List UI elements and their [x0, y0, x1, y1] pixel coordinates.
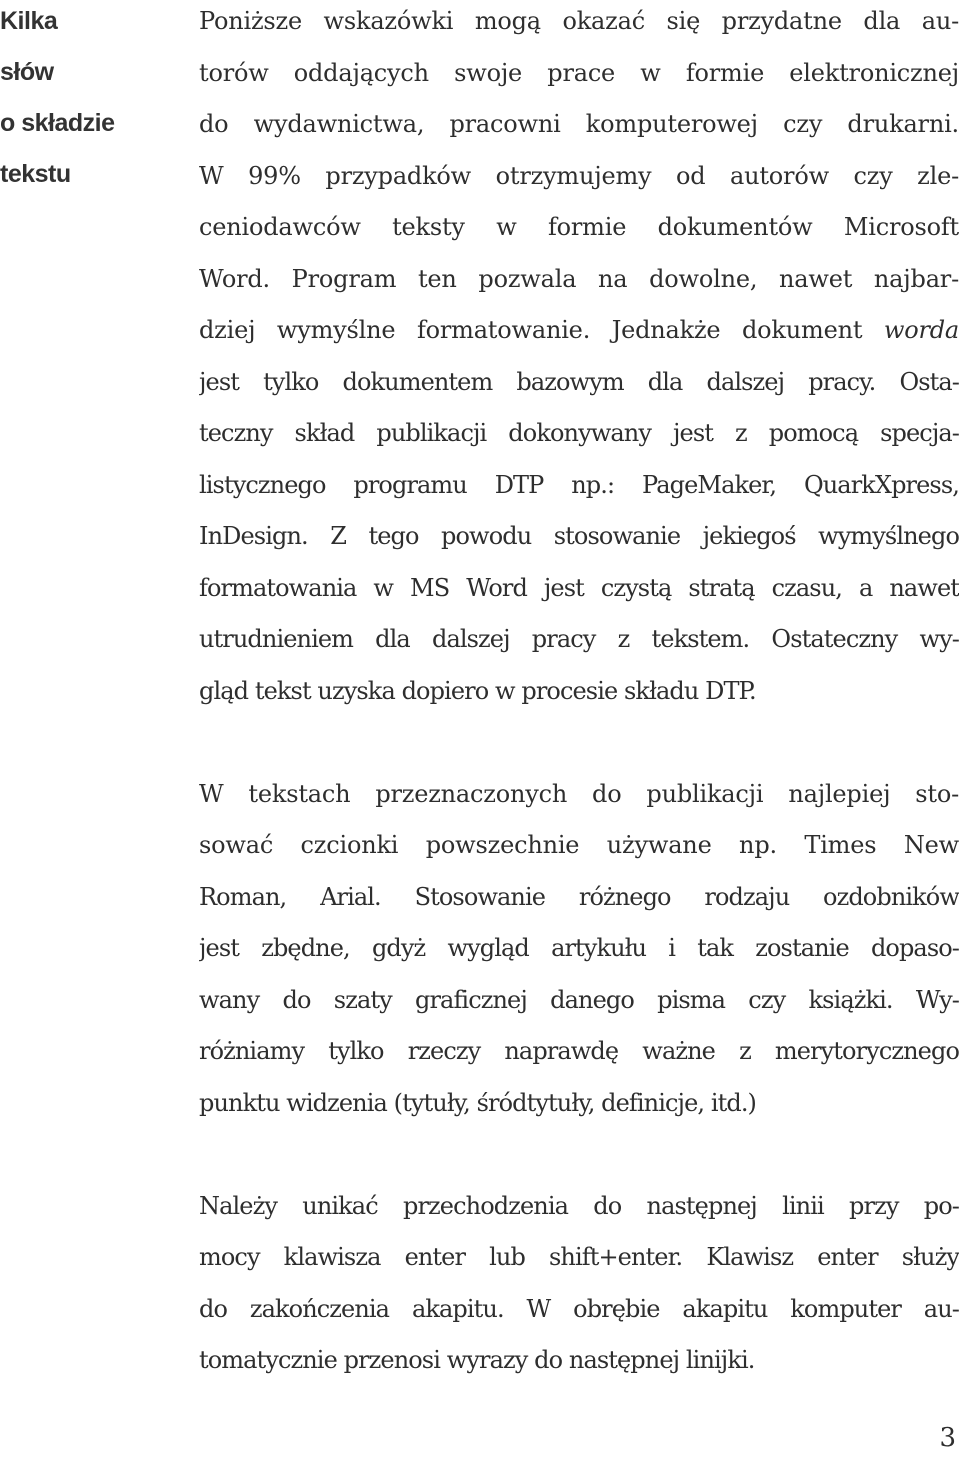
section-heading: [0, 0, 190, 200]
text-line: Word. Program ten pozwala na dowolne, nawet najbar-: [199, 264, 959, 293]
text-line: W 99% przypadków otrzymujemy od autorów czy zle-: [199, 161, 959, 190]
section-heading-line: o składzie: [0, 109, 115, 137]
paragraph-spacer: [199, 717, 959, 769]
paragraph-2: [199, 769, 959, 1130]
text-line: W tekstach przeznaczonych do publikacji najlepiej sto-: [199, 779, 959, 808]
section-heading-line: Kilka: [0, 7, 58, 35]
text-line: punktu widzenia (tytuły, śródtytuły, definicje, itd.): [199, 1088, 757, 1117]
text-line: jest zbędne, gdyż wygląd artykułu i tak zostanie dopaso-: [199, 934, 959, 962]
text-line: ceniodawców teksty w formie dokumentów Microsoft: [199, 213, 959, 241]
paragraph-spacer: [199, 1129, 959, 1181]
italic-word: worda: [883, 316, 959, 344]
text-line: Roman, Arial. Stosowanie różnego rodzaju ozdobników: [199, 882, 959, 911]
page-number: 3: [939, 1423, 956, 1453]
text-line: wany do szaty graficznej danego pisma czy książki. Wy-: [199, 985, 959, 1014]
text-line: Należy unikać przechodzenia do następnej linii przy po-: [199, 1191, 959, 1220]
text-line-with-italic: dziej wymyślne formatowanie. Jednakże dokument worda: [199, 316, 959, 344]
text-line: różniamy tylko rzeczy naprawdę ważne z merytorycznego: [199, 1037, 959, 1065]
text-line: teczny skład publikacji dokonywany jest z pomocą specja-: [199, 419, 959, 447]
text-line: torów oddających swoje prace w formie elektronicznej: [199, 58, 959, 87]
text-line: do wydawnictwa, pracowni komputerowej czy drukarni.: [199, 110, 959, 138]
body-text: [199, 0, 959, 1387]
paragraph-1: [199, 0, 959, 717]
section-heading-line: słów: [0, 58, 54, 86]
text-line: tomatycznie przenosi wyrazy do następnej linijki.: [199, 1346, 755, 1374]
section-heading-line: tekstu: [0, 160, 71, 188]
text-line: sować czcionki powszechnie używane np. Times New: [199, 831, 959, 859]
text-line: InDesign. Z tego powodu stosowanie jekiegoś wymyślnego: [199, 522, 959, 550]
text-line: formatowania w MS Word jest czystą stratą czasu, a nawet: [199, 573, 959, 602]
text-line: listycznego programu DTP np.: PageMaker, QuarkXpress,: [199, 470, 959, 499]
text-line: jest tylko dokumentem bazowym dla dalszej pracy. Osta-: [199, 367, 959, 396]
text-line: gląd tekst uzyska dopiero w procesie składu DTP.: [199, 676, 756, 705]
text-line: Poniższe wskazówki mogą okazać się przydatne dla au-: [199, 7, 959, 35]
text-line: utrudnieniem dla dalszej pracy z tekstem. Ostateczny wy-: [199, 625, 959, 653]
text-line: do zakończenia akapitu. W obrębie akapitu komputer au-: [199, 1294, 959, 1323]
text-line: mocy klawisza enter lub shift+enter. Klawisz enter służy: [199, 1243, 959, 1271]
paragraph-3: [199, 1181, 959, 1387]
